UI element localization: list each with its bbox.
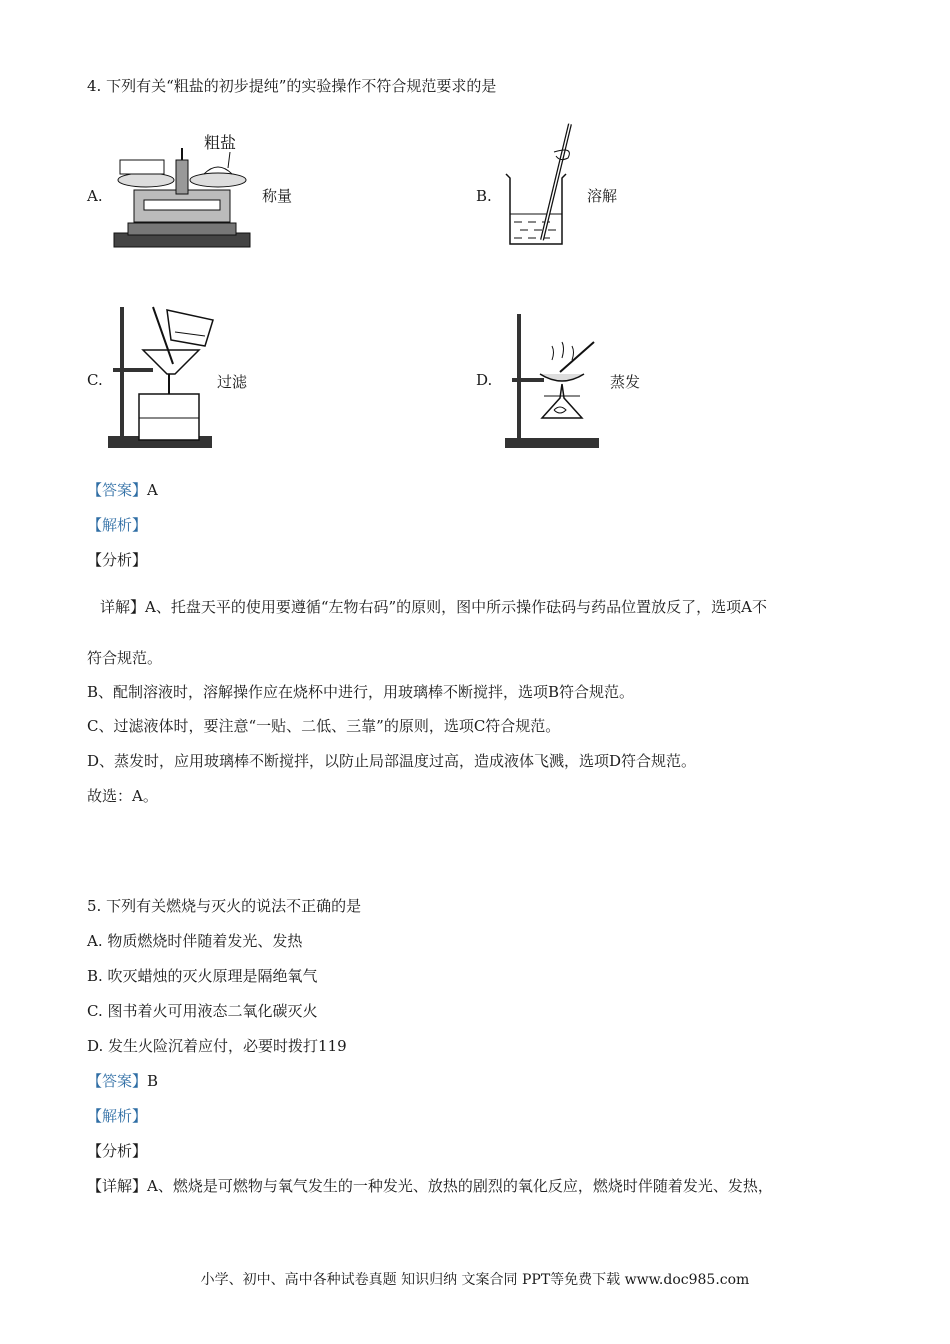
beaker-stirring-figure: [500, 122, 585, 250]
q4-detail-line-5: D、蒸发时，应用玻璃棒不断搅拌，以防止局部温度过高，造成液体飞溅，选项D符合规范。: [87, 752, 697, 770]
q4-stem: 4. 下列有关“粗盐的初步提纯”的实验操作不符合规范要求的是: [87, 77, 497, 95]
q4-fenxi-tag: 【分析】: [87, 551, 148, 569]
q5-fenxi-tag: 【分析】: [87, 1142, 148, 1160]
q5-analysis-tag: 【解析】: [87, 1107, 148, 1125]
q4-detail-line-2: 符合规范。: [87, 649, 163, 667]
q5-option-c: C. 图书着火可用液态二氧化碳灭火: [87, 1002, 318, 1020]
q4-option-d-letter: D.: [476, 371, 493, 389]
q4-detail-line-1: 详解】A、托盘天平的使用要遵循“左物右码”的原则，图中所示操作砝码与药品位置放反了，选项A不: [100, 598, 768, 616]
q4-answer: 【答案】A: [87, 481, 158, 499]
filtration-figure: [105, 302, 220, 452]
q4-analysis-tag: 【解析】: [87, 516, 148, 534]
crude-salt-label: 粗盐: [204, 135, 237, 152]
q4-option-d-caption: 蒸发: [610, 373, 641, 391]
q4-option-a-caption: 称量: [262, 187, 293, 205]
q5-detail: 【详解】A、燃烧是可燃物与氧气发生的一种发光、放热的剧烈的氧化反应，燃烧时伴随着发光、发热，: [87, 1177, 773, 1195]
evaporation-figure: [502, 312, 607, 452]
q4-detail-line-4: C、过滤液体时，要注意“一贴、二低、三靠”的原则，选项C符合规范。: [87, 717, 561, 735]
page-footer: 小学、初中、高中各种试卷真题 知识归纳 文案合同 PPT等免费下载 www.doc985.com: [200, 1272, 750, 1288]
q5-answer: 【答案】B: [87, 1072, 159, 1090]
q4-option-b-letter: B.: [476, 187, 492, 205]
q4-detail-line-6: 故选：A。: [87, 787, 158, 805]
q4-option-a-letter: A.: [87, 187, 103, 205]
q5-stem: 5. 下列有关燃烧与灭火的说法不正确的是: [87, 897, 362, 915]
q5-option-d: D. 发生火险沉着应付，必要时拨打119: [87, 1037, 347, 1055]
q5-option-a: A. 物质燃烧时伴随着发光、发热: [87, 932, 303, 950]
balance-figure: [112, 130, 252, 250]
q4-detail-line-3: B、配制溶液时，溶解操作应在烧杯中进行，用玻璃棒不断搅拌，选项B符合规范。: [87, 683, 635, 701]
q4-option-b-caption: 溶解: [587, 187, 618, 205]
q5-option-b: B. 吹灭蜡烛的灭火原理是隔绝氧气: [87, 967, 318, 985]
q4-option-c-letter: C.: [87, 371, 103, 389]
q4-option-c-caption: 过滤: [217, 373, 248, 391]
